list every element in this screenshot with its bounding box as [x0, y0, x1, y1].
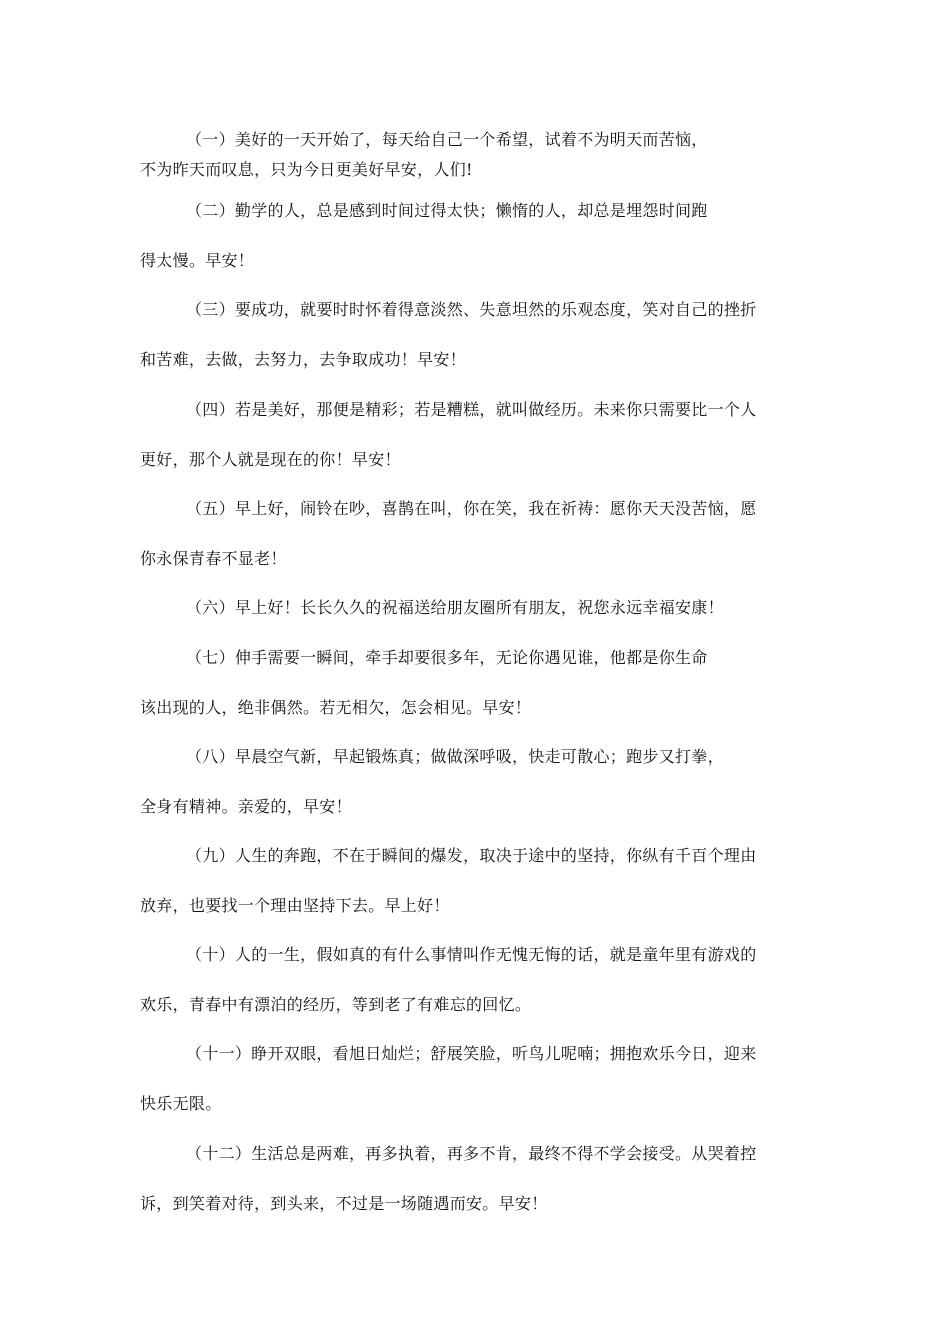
paragraph-line: 放弃，也要找一个理由坚持下去。早上好！: [140, 896, 450, 915]
paragraph-line: （七）伸手需要一瞬间，牵手却要很多年，无论你遇见谁，他都是你生命: [186, 648, 708, 667]
paragraph-line: 全身有精神。亲爱的，早安！: [140, 797, 352, 816]
paragraph-line: 更好，那个人就是现在的你！早安！: [140, 450, 401, 469]
paragraph-line: 该出现的人，绝非偶然。若无相欠，怎会相见。早安！: [140, 698, 532, 717]
paragraph-line: （三）要成功，就要时时怀着得意淡然、失意坦然的乐观态度，笑对自己的挫折: [186, 300, 757, 319]
paragraph-line: （八）早晨空气新，早起锻炼真；做做深呼吸，快走可散心；跑步又打拳，: [186, 747, 724, 766]
paragraph-line: （五）早上好，闹铃在吵，喜鹊在叫，你在笑，我在祈祷：愿你天天没苦恼，愿: [186, 499, 757, 518]
paragraph-line: （十）人的一生，假如真的有什么事情叫作无愧无悔的话，就是童年里有游戏的: [186, 945, 757, 964]
paragraph-line: 不为昨天而叹息，只为今日更美好早安，人们!: [140, 160, 473, 179]
paragraph-line: （十一）睁开双眼，看旭日灿烂；舒展笑脸，听鸟儿呢喃；拥抱欢乐今日，迎来: [186, 1044, 757, 1063]
paragraph-line: 欢乐，青春中有漂泊的经历，等到老了有难忘的回忆。: [140, 995, 532, 1014]
paragraph-line: 得太慢。早安！: [140, 251, 255, 270]
paragraph-line: （九）人生的奔跑，不在于瞬间的爆发，取决于途中的坚持，你纵有千百个理由: [186, 846, 757, 865]
paragraph-line: （六）早上好！长长久久的祝福送给朋友圈所有朋友，祝您永远幸福安康！: [186, 598, 724, 617]
paragraph-line: 你永保青春不显老！: [140, 549, 287, 568]
paragraph-line: 快乐无限。: [140, 1094, 222, 1113]
paragraph-line: 和苦难，去做，去努力，去争取成功！早安！: [140, 350, 467, 369]
paragraph-line: （一）美好的一天开始了，每天给自己一个希望，试着不为明天而苦恼，: [186, 130, 708, 149]
paragraph-line: （四）若是美好，那便是精彩；若是糟糕，就叫做经历。未来你只需要比一个人: [186, 400, 757, 419]
paragraph-line: （二）勤学的人，总是感到时间过得太快；懒惰的人，却总是埋怨时间跑: [186, 201, 708, 220]
paragraph-line: 诉，到笑着对待，到头来，不过是一场随遇而安。早安！: [140, 1194, 548, 1213]
paragraph-line: （十二）生活总是两难，再多执着，再多不肯，最终不得不学会接受。从哭着控: [186, 1144, 757, 1163]
